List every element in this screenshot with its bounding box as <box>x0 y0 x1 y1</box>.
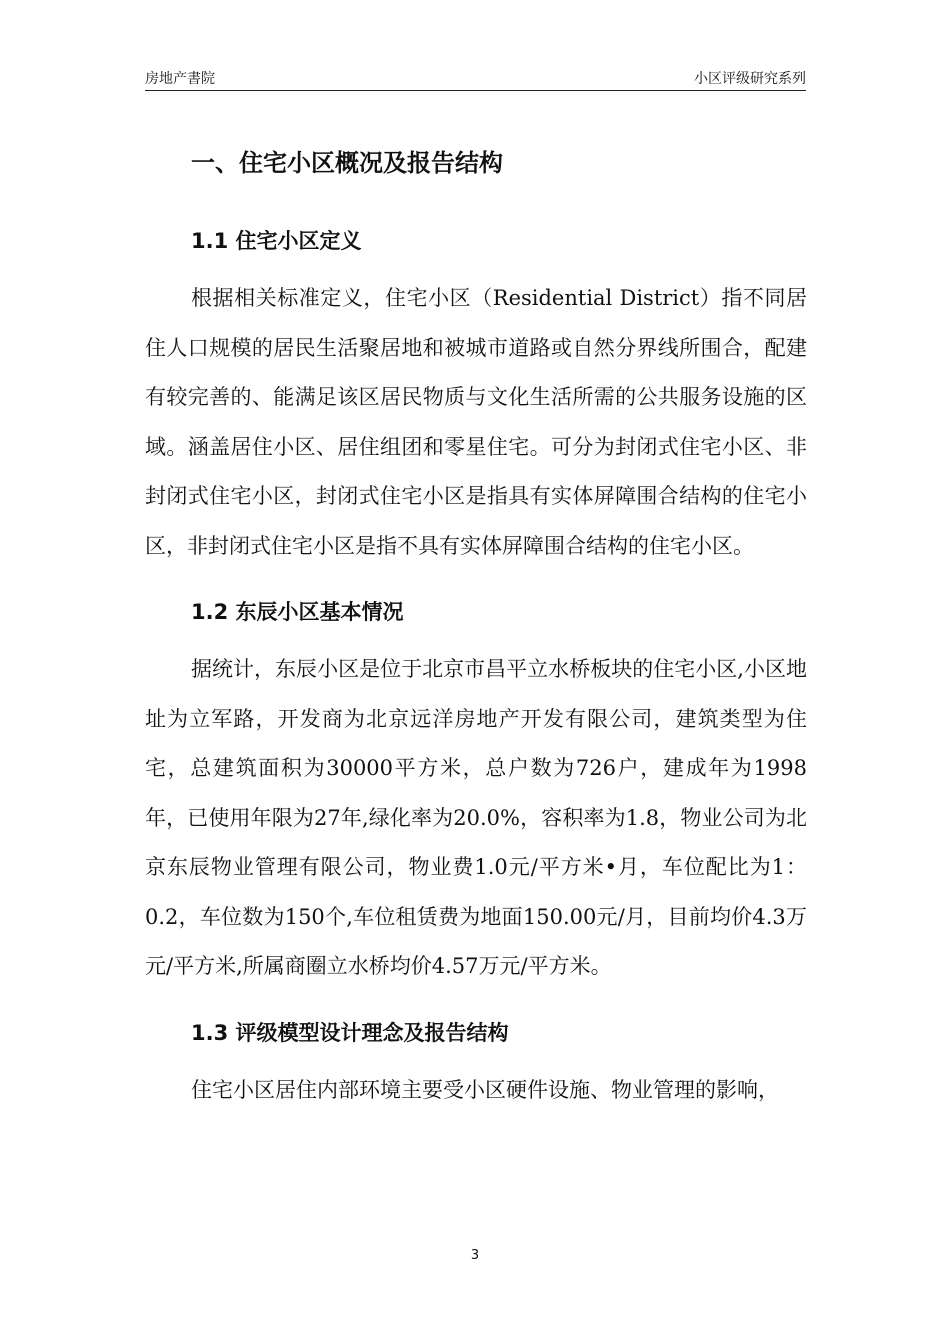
paragraph-basic-info: 据统计，东辰小区是位于北京市昌平立水桥板块的住宅小区,小区地址为立军路，开发商为北京远洋房地产开发有限公司，建筑类型为住宅，总建筑面积为30000平方米，总户数为726户，建成年为1998年，已使用年限为27年,绿化率为20.0%，容积率为1.8，物业公司为北京东辰物业管理有限公司，物业费1.0元/平方米•月，车位配比为1：0.2，车位数为150个,车位租赁费为地面150.00元/月，目前均价4.3万元/平方米,所属商圈立水桥均价4.57万元/平方米。 <box>145 657 807 978</box>
subsection-title-1-1: 1.1 住宅小区定义 <box>191 229 362 253</box>
header-series-title: 小区评级研究系列 <box>694 71 806 87</box>
page-header <box>145 66 806 91</box>
paragraph-model-design: 住宅小区居住内部环境主要受小区硬件设施、物业管理的影响， <box>191 1077 779 1102</box>
subsection-title-1-2: 1.2 东辰小区基本情况 <box>191 600 404 624</box>
subsection-title-1-3: 1.3 评级模型设计理念及报告结构 <box>191 1020 509 1045</box>
page-number: 3 <box>470 1248 480 1263</box>
document-body <box>145 138 807 1133</box>
section-title: 一、住宅小区概况及报告结构 <box>191 149 503 177</box>
paragraph-definition: 根据相关标准定义，住宅小区（Residential District）指不同居住人口规模的居民生活聚居地和被城市道路或自然分界线所围合，配建有较完善的、能满足该区居民物质与文化生活所需的公共服务设施的区域。涵盖居住小区、居住组团和零星住宅。可分为封闭式住宅小区、非封闭式住宅小区，封闭式住宅小区是指具有实体屏障围合结构的住宅小区，非封闭式住宅小区是指不具有实体屏障围合结构的住宅小区。 <box>145 286 807 558</box>
header-publisher: 房地产書院 <box>145 71 215 87</box>
